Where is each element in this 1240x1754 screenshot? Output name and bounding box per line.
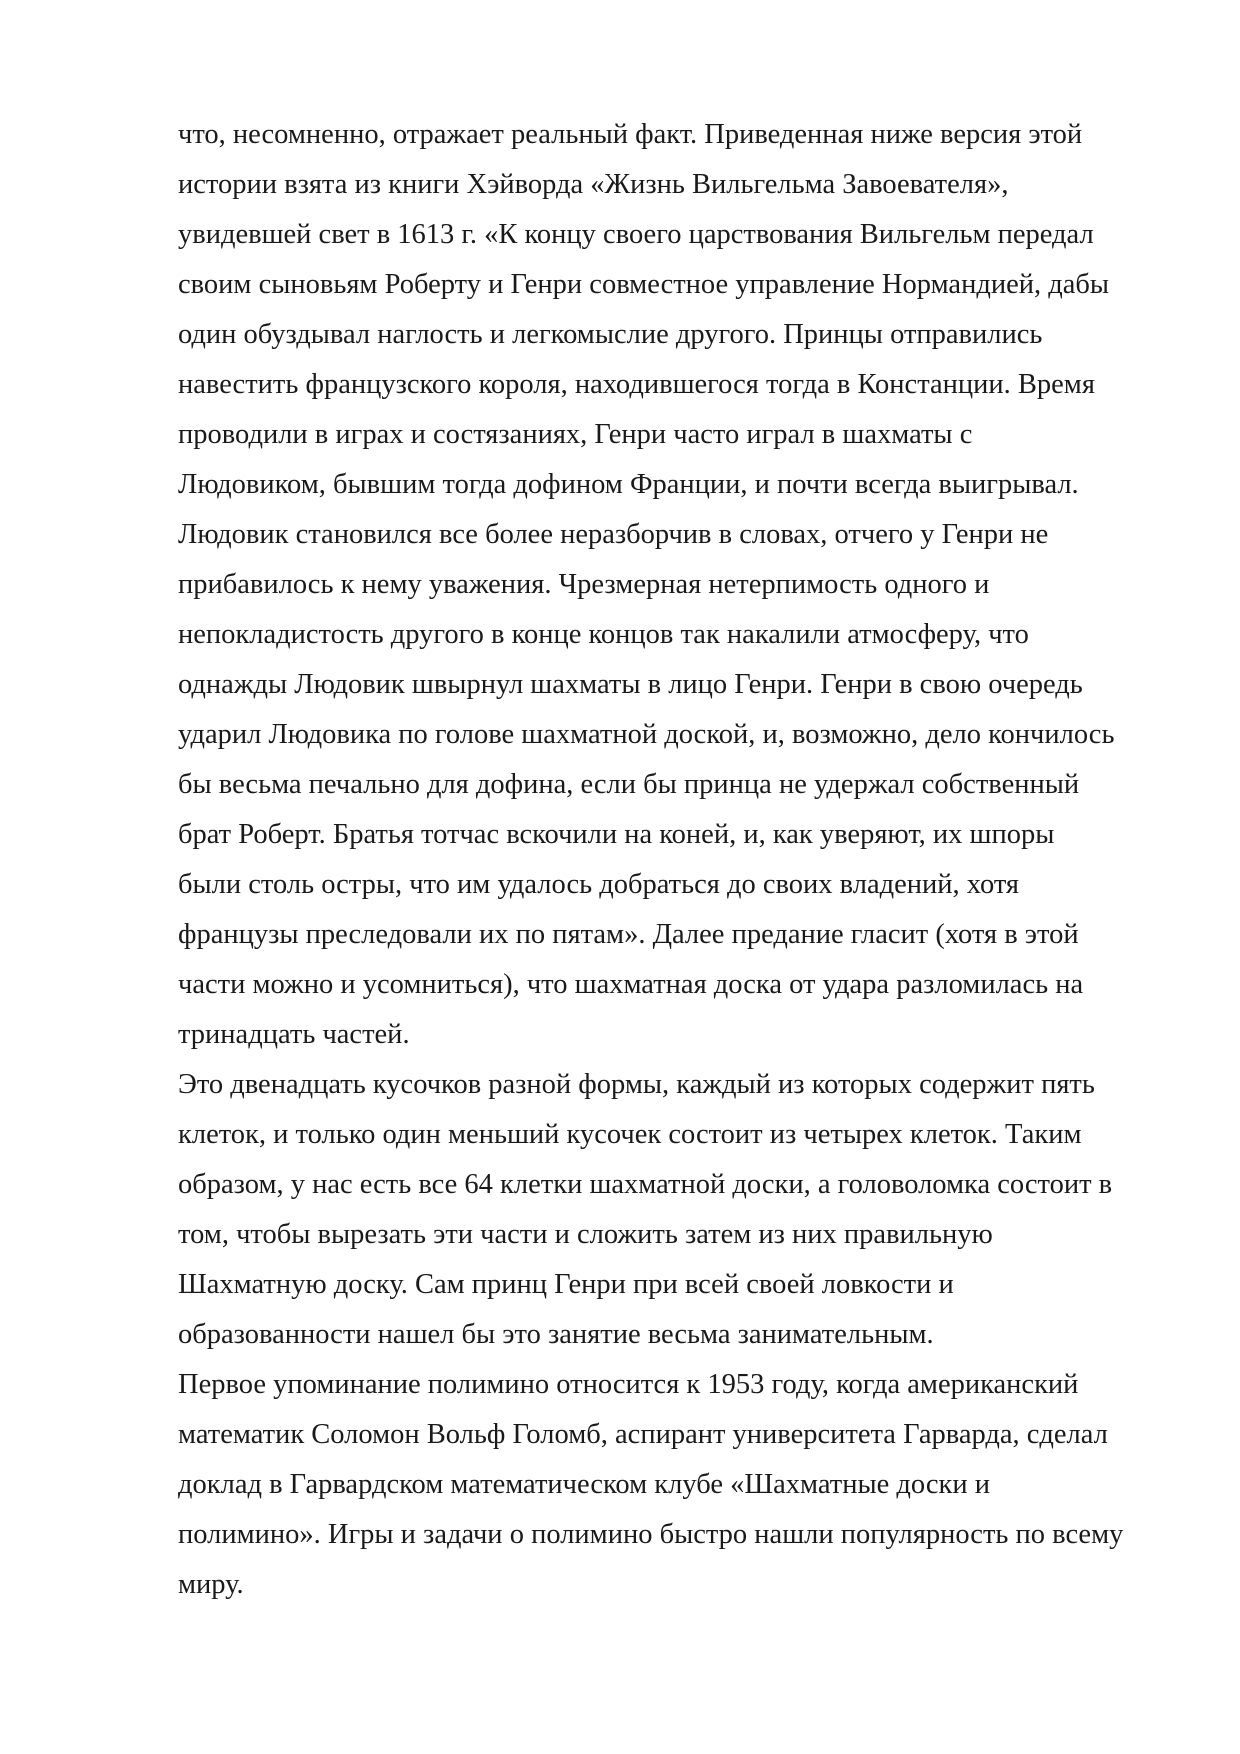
text-line: истории взята из книги Хэйворда «Жизнь Вильгельма Завоевателя», [178,169,1009,200]
text-line: клеток, и только один меньший кусочек состоит из четырех клеток. Таким [178,1119,1082,1150]
text-line: навестить французского короля, находившегося тогда в Констанции. Время [178,369,1095,400]
text-line: полимино». Игры и задачи о полимино быстро нашли популярность по всему [178,1519,1124,1550]
text-line: были столь остры, что им удалось добраться до своих владений, хотя [178,869,1020,900]
text-line: Первое упоминание полимино относится к 1953 году, когда американский [178,1369,1079,1400]
text-line: части можно и усомниться), что шахматная доска от удара разломилась на [178,969,1084,1000]
document-body [178,110,1178,1610]
text-line: проводили в играх и состязаниях, Генри часто играл в шахматы с [178,419,973,450]
text-line: непокладистость другого в конце концов так накалили атмосферу, что [178,619,1029,650]
text-line: ударил Людовика по голове шахматной доской, и, возможно, дело кончилось [178,719,1115,750]
text-line: Шахматную доску. Сам принц Генри при всей своей ловкости и [178,1269,954,1300]
text-line: прибавилось к нему уважения. Чрезмерная нетерпимость одного и [178,569,990,600]
text-line: Это двенадцать кусочков разной формы, каждый из которых содержит пять [178,1069,1095,1100]
text-line: образом, у нас есть все 64 клетки шахматной доски, а головоломка состоит в [178,1169,1113,1200]
text-line: однажды Людовик швырнул шахматы в лицо Генри. Генри в свою очередь [178,669,1083,700]
text-line: математик Соломон Вольф Голомб, аспирант университета Гарварда, сделал [178,1419,1108,1450]
text-line: миру. [178,1569,244,1600]
text-line: увидевшей свет в 1613 г. «К концу своего царствования Вильгельм передал [178,219,1094,250]
text-line: доклад в Гарвардском математическом клубе «Шахматные доски и [178,1469,990,1500]
text-line: брат Роберт. Братья тотчас вскочили на коней, и, как уверяют, их шпоры [178,819,1055,850]
paragraph-3 [178,1360,1178,1610]
text-line: бы весьма печально для дофина, если бы принца не удержал собственный [178,769,1080,800]
paragraph-1 [178,110,1178,1060]
text-line: том, чтобы вырезать эти части и сложить затем из них правильную [178,1219,993,1250]
text-line: своим сыновьям Роберту и Генри совместное управление Нормандией, дабы [178,269,1110,300]
text-line: один обуздывал наглость и легкомыслие другого. Принцы отправились [178,319,1043,350]
text-line: Людовик становился все более неразборчив в словах, отчего у Генри не [178,519,1049,550]
text-line: тринадцать частей. [178,1019,410,1050]
text-line: что, несомненно, отражает реальный факт. Приведенная ниже версия этой [178,119,1083,150]
text-line: Людовиком, бывшим тогда дофином Франции, и почти всегда выигрывал. [178,469,1079,500]
text-line: образованности нашел бы это занятие весьма занимательным. [178,1319,934,1350]
paragraph-2 [178,1060,1178,1360]
text-line: французы преследовали их по пятам». Далее предание гласит (хотя в этой [178,919,1079,950]
